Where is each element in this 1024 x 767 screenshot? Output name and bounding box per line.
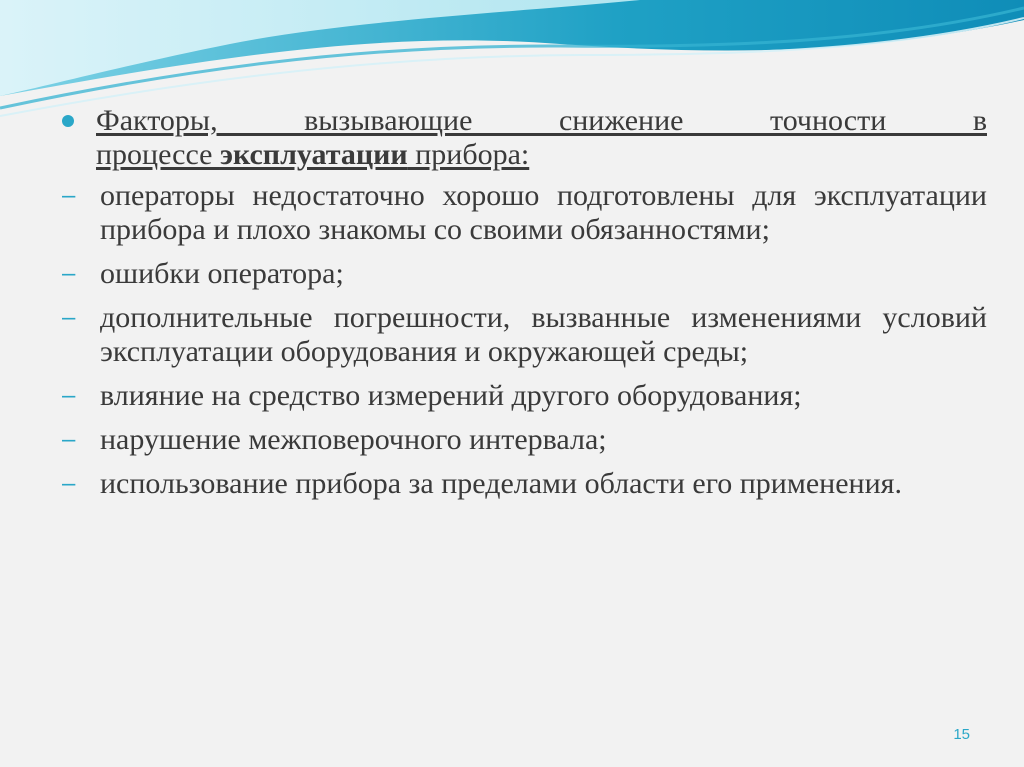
list-item [62, 467, 987, 501]
dash-icon: – [62, 182, 76, 209]
list-item-text: использование прибора за пределами области его применения. [100, 467, 902, 500]
dash-icon: – [62, 260, 76, 287]
list-item-text: влияние на средство измерений другого оборудования; [100, 379, 802, 412]
intro-prefix: процессе [96, 138, 220, 171]
main-bullet-item [62, 104, 987, 172]
list-item-text: ошибки оператора; [100, 257, 344, 290]
bullet-dot-icon [62, 115, 74, 127]
intro-suffix: прибора: [407, 138, 530, 171]
factor-list [62, 179, 987, 501]
page-number: 15 [953, 726, 970, 743]
dash-icon: – [62, 304, 76, 331]
decorative-header-wave [0, 0, 1024, 120]
list-item [62, 301, 987, 369]
list-item [62, 179, 987, 247]
intro-line-2 [96, 138, 529, 171]
list-item-text: нарушение межповерочного интервала; [100, 423, 607, 456]
dash-icon: – [62, 382, 76, 409]
intro-line-1: Факторы, вызывающие снижение точности в [96, 104, 987, 137]
list-item-text: дополнительные погрешности, вызванные изменениями условий эксплуатации оборудования и окружающей среды; [100, 301, 987, 368]
dash-icon: – [62, 470, 76, 497]
slide-content [62, 104, 987, 511]
list-item [62, 423, 987, 457]
list-item-text: операторы недостаточно хорошо подготовлены для эксплуатации прибора и плохо знакомы со своими обязанностями; [100, 179, 987, 246]
list-item [62, 257, 987, 291]
intro-emphasis: эксплуатации [219, 138, 408, 171]
dash-icon: – [62, 426, 76, 453]
list-item [62, 379, 987, 413]
